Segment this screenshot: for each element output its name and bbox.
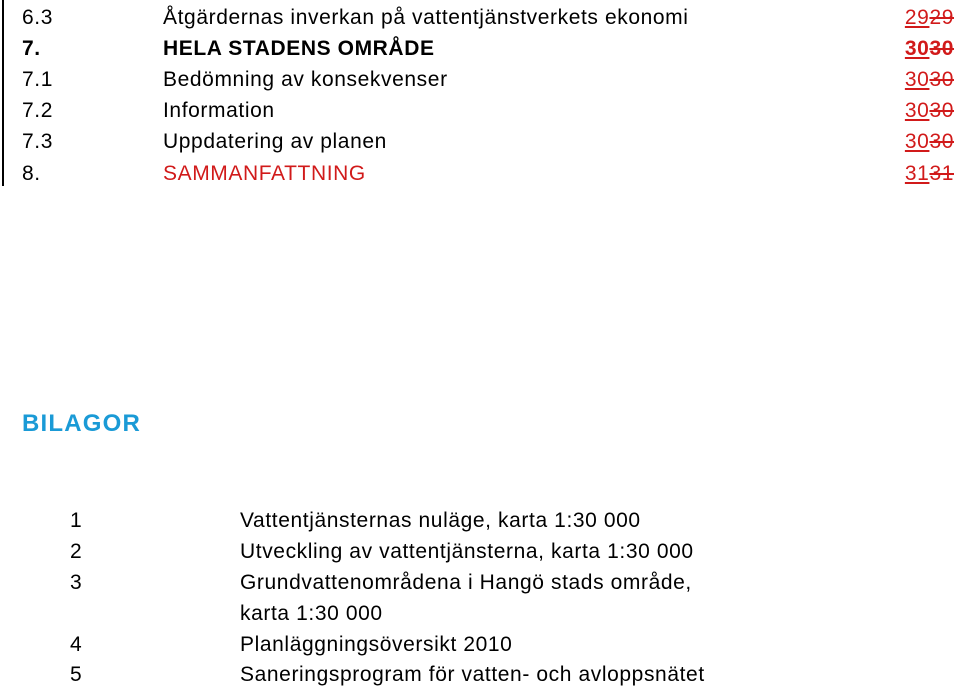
inserted-page: 30 (904, 99, 930, 122)
attachment-number: 3 (70, 571, 83, 594)
attachment-title: Planläggningsöversikt 2010 (240, 633, 513, 656)
attachment-item-continuation (0, 598, 960, 629)
attachment-title: Vattentjänsternas nuläge, karta 1:30 000 (240, 509, 641, 532)
toc-entry[interactable] (0, 126, 960, 157)
attachment-number: 4 (70, 633, 83, 656)
attachment-item (0, 659, 960, 690)
toc-entry[interactable] (0, 33, 960, 64)
inserted-page: 29 (904, 6, 930, 29)
attachment-number: 2 (70, 540, 83, 563)
toc-page-number (905, 2, 954, 33)
toc-number: 7.1 (22, 68, 53, 91)
inserted-page: 30 (904, 130, 930, 153)
toc-number: 8. (22, 162, 41, 185)
attachment-title: Utveckling av vattentjänsterna, karta 1:30 000 (240, 540, 694, 563)
toc-title: Åtgärdernas inverkan på vattentjänstverkets ekonomi (163, 6, 689, 29)
toc-page-number (905, 64, 954, 95)
toc-entry[interactable] (0, 158, 960, 189)
toc-page-number (905, 126, 954, 157)
toc-title: Uppdatering av planen (163, 130, 387, 153)
deleted-page: 30 (929, 130, 954, 153)
attachment-item (0, 567, 960, 598)
toc-number: 7. (22, 37, 41, 60)
toc-title: HELA STADENS OMRÅDE (163, 37, 435, 60)
toc-entry[interactable] (0, 95, 960, 126)
toc-page-number (905, 33, 954, 64)
deleted-page: 30 (929, 68, 954, 91)
toc-title: Bedömning av konsekvenser (163, 68, 448, 91)
deleted-page: 30 (929, 37, 954, 60)
toc-page-number (905, 95, 954, 126)
inserted-page: 30 (904, 37, 930, 60)
toc-number: 7.2 (22, 99, 53, 122)
toc-title: SAMMANFATTNING (163, 162, 366, 185)
inserted-page: 30 (904, 68, 930, 91)
attachment-item (0, 505, 960, 536)
attachment-number: 5 (70, 663, 83, 686)
attachment-item (0, 629, 960, 660)
attachment-title: Grundvattenområdena i Hangö stads område, (240, 571, 692, 594)
attachments-heading: BILAGOR (22, 410, 142, 437)
deleted-page: 29 (929, 6, 954, 29)
deleted-page: 30 (929, 99, 954, 122)
toc-number: 7.3 (22, 130, 53, 153)
toc-page-number (905, 158, 954, 189)
attachment-title: Saneringsprogram för vatten- och avloppsnätet (240, 663, 705, 686)
inserted-page: 31 (904, 162, 930, 185)
deleted-page: 31 (929, 162, 954, 185)
toc-number: 6.3 (22, 6, 53, 29)
attachment-number: 1 (70, 509, 83, 532)
toc-entry[interactable] (0, 2, 960, 33)
attachment-item (0, 536, 960, 567)
toc-entry[interactable] (0, 64, 960, 95)
attachment-title: karta 1:30 000 (240, 602, 383, 625)
toc-title: Information (163, 99, 275, 122)
